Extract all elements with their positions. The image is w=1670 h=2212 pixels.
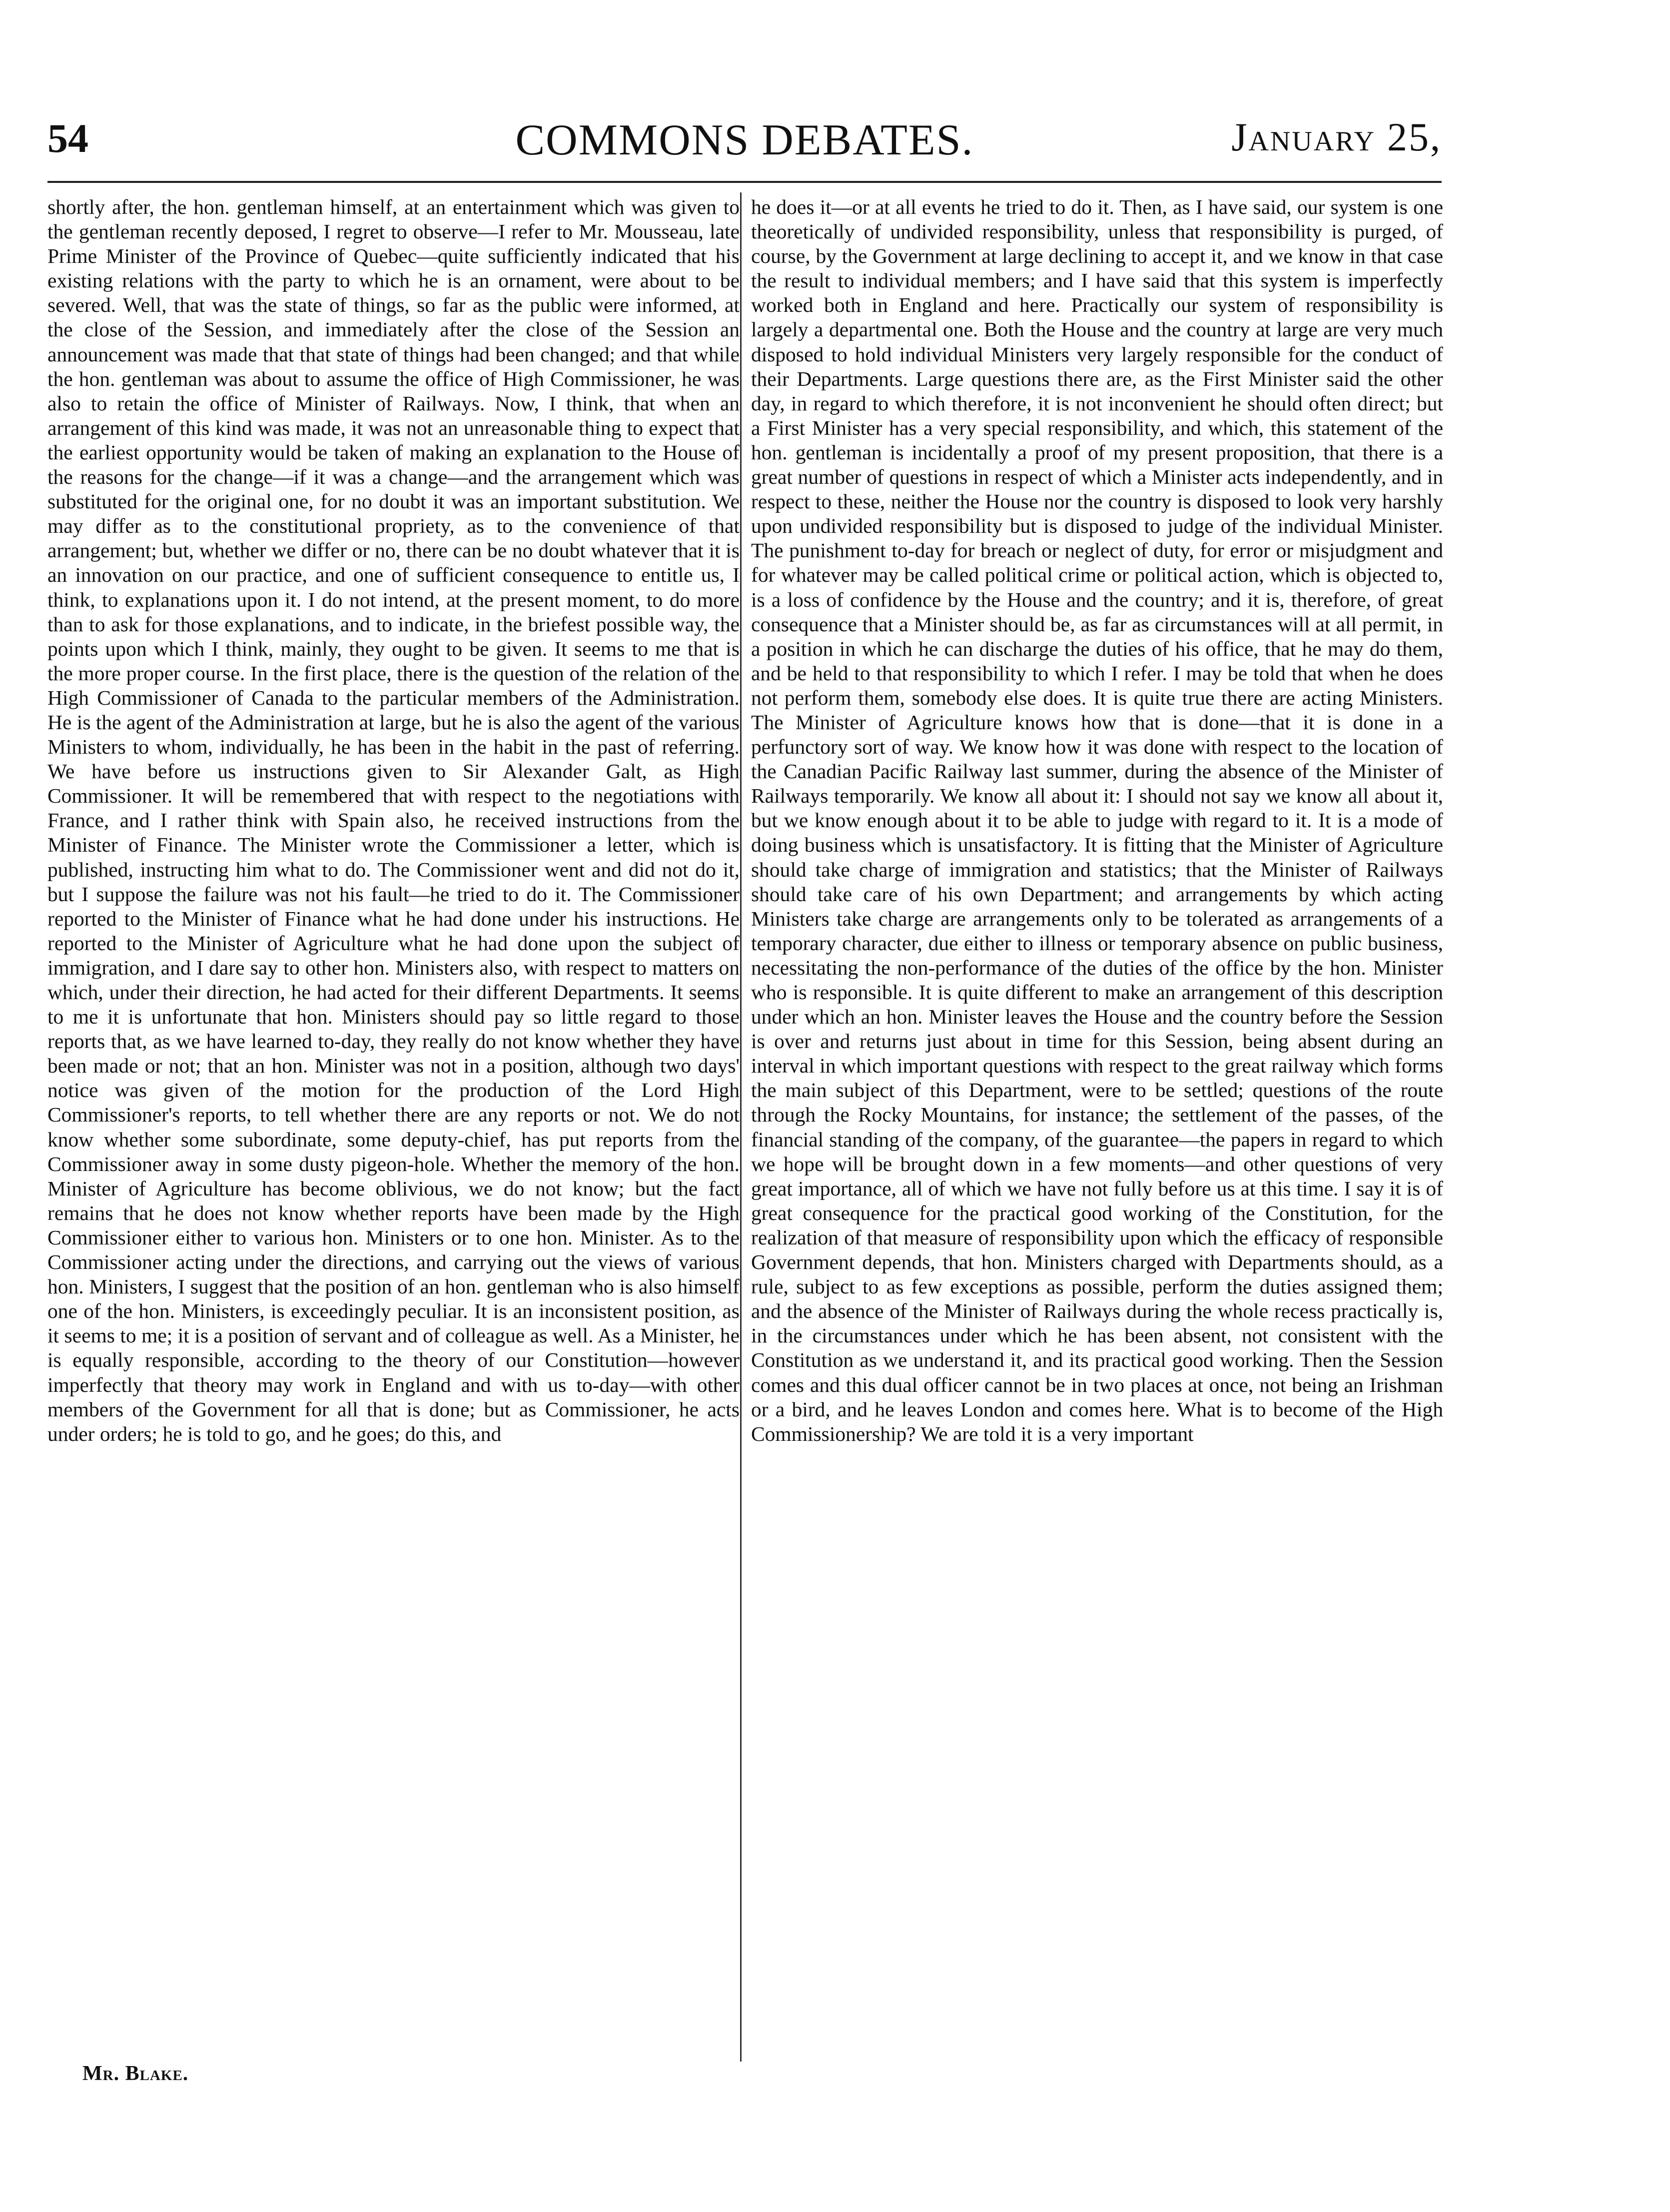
header-rule [47,181,1442,183]
speaker-name: Mr. Blake. [82,2062,189,2085]
right-column-text: he does it—or at all events he tried to do it. Then, as I have said, our system is one theoretically of undivided responsibility, unless that responsibility is purged, of course, by the Government at large declining to accept it, and we know in that case the result to individual members; and I have said that this system is imperfectly worked both in England and here. Practically our system of responsibility is largely a departmental one. Both the House and the country at large are very much disposed to hold individual Ministers very largely responsible for the conduct of their Departments. Large questions there are, as the First Minister said the other day, in regard to which therefore, it is not inconvenient he should often direct; but a First Minister has a very special responsibility, and which, this statement of the hon. gentleman is incidentally a proof of my present proposition, that there is a great number of questions in respect of which a Minister acts independently, and in respect to these, neither the House nor the country is disposed to look very harshly upon undivided responsibility but is disposed to judge of the individual Minister. The punishment to-day for breach or neglect of duty, for error or misjudgment and for whatever may be called political crime or political action, which is objected to, is a loss of confidence by the House and the country; and it is, therefore, of great consequence that a Minister should be, as far as circumstances will at all permit, in a position in which he can discharge the duties of his office, that he may do them, and be held to that responsibility to which I refer. I may be told that when he does not perform them, somebody else does. It is quite true there are acting Ministers. The Minister of Agriculture knows how that is done—that it is done in a perfunctory sort of way. We know how it was done with respect to the location of the Canadian Pacific Railway last summer, during the absence of the Minister of Railways temporarily. We know all about it: I should not say we know all about it, but we know enough about it to be able to judge with regard to it. It is a mode of doing business which is unsatisfactory. It is fitting that the Minister of Agriculture should take charge of immigration and statistics; that the Minister of Railways should take care of his own Department; and arrangements by which acting Ministers take charge are arrangements only to be tolerated as arrangements of a temporary character, due either to illness or temporary absence on public business, necessitating the non-performance of the duties of the office by the hon. Minister who is responsible. It is quite different to make an arrangement of this description under which an hon. Minister leaves the House and the country before the Session is over and returns just about in time for this Session, being absent during an interval in which important questions with respect to the great railway which forms the main subject of this Department, were to be settled; questions of the route through the Rocky Mountains, for instance; the settlement of the passes, of the financial standing of the company, of the guarantee—the papers in regard to which we hope will be brought down in a few moments—and other questions of very great importance, all of which we have not fully before us at this time. I say it is of great consequence for the practical good working of the Constitution, for the realization of that measure of responsibility upon which the efficacy of responsible Government depends, that hon. Ministers charged with Departments should, as a rule, subject to as few exceptions as possible, perform the duties assigned them; and the absence of the Minister of Railways during the whole recess practically is, in the circumstances under which he has been absent, not consistent with the Constitution as we understand it, and its practical good working. Then the Session comes and this dual officer cannot be in two places at once, not being an Irishman or a bird, and he leaves London and comes here. What is to become of the High Commissionership? We are told it is a very important [751,195,1443,1445]
column-divider [740,192,742,2062]
left-column [47,195,740,2084]
right-column [751,195,1443,2084]
header-date: January 25, [1231,115,1442,159]
page-header [47,115,1442,170]
page-number: 54 [47,115,88,161]
left-column-text: shortly after, the hon. gentleman himself, at an entertainment which was given to the gentleman recently deposed, I regret to observe—I refer to Mr. Mousseau, late Prime Minister of the Province of Quebec—quite sufficiently indicated that his existing relations with the party to which he is an ornament, were about to be severed. Well, that was the state of things, so far as the public were informed, at the close of the Session, and immediately after the close of the Session an announcement was made that that state of things had been changed; and that while the hon. gentleman was about to assume the office of High Commissioner, he was also to retain the office of Minister of Railways. Now, I think, that when an arrangement of this kind was made, it was not an unreasonable thing to expect that the earliest opportunity would be taken of making an explanation to the House of the reasons for the change—if it was a change—and the arrangement which was substituted for the original one, for no doubt it was an important substitution. We may differ as to the constitutional propriety, as to the convenience of that arrangement; but, whether we differ or no, there can be no doubt whatever that it is an innovation on our practice, and one of sufficient consequence to entitle us, I think, to explanations upon it. I do not intend, at the present moment, to do more than to ask for those explanations, and to indicate, in the briefest possible way, the points upon which I think, mainly, they ought to be given. It seems to me that is the more proper course. In the first place, there is the question of the relation of the High Commissioner of Canada to the particular members of the Administration. He is the agent of the Administration at large, but he is also the agent of the various Ministers to whom, individually, he has been in the habit in the past of referring. We have before us instructions given to Sir Alexander Galt, as High Commissioner. It will be remembered that with respect to the negotiations with France, and I rather think with Spain also, he received instructions from the Minister of Finance. The Minister wrote the Commissioner a letter, which is published, instructing him what to do. The Commissioner went and did not do it, but I suppose the failure was not his fault—he tried to do it. The Commissioner reported to the Minister of Finance what he had done under his instructions. He reported to the Minister of Agriculture what he had done upon the subject of immigration, and I dare say to other hon. Ministers also, with respect to matters on which, under their direction, he had acted for their different Departments. It seems to me it is unfortunate that hon. Ministers should pay so little regard to those reports that, as we have learned to-day, they really do not know whether they have been made or not; that an hon. Minister was not in a position, although two days' notice was given of the motion for the production of the Lord High Commissioner's reports, to tell whether there are any reports or not. We do not know whether some subordinate, some deputy-chief, has put reports from the Commissioner away in some dusty pigeon-hole. Whether the memory of the hon. Minister of Agriculture has become oblivious, we do not know; but the fact remains that he does not know whether reports have been made by the High Commissioner either to various hon. Ministers or to one hon. Minister. As to the Commissioner acting under the directions, and carrying out the views of various hon. Ministers, I suggest that the position of an hon. gentleman who is also himself one of the hon. Ministers, is exceedingly peculiar. It is an inconsistent position, as it seems to me; it is a position of servant and of colleague as well. As a Minister, he is equally responsible, according to the theory of our Constitution—however imperfectly that theory may work in England and with us to-day—with other members of the Government for all that is done; but as Commissioner, he acts under orders; he is told to go, and he goes; do this, and [47,195,740,1445]
publication-title: COMMONS DEBATES. [515,116,974,164]
